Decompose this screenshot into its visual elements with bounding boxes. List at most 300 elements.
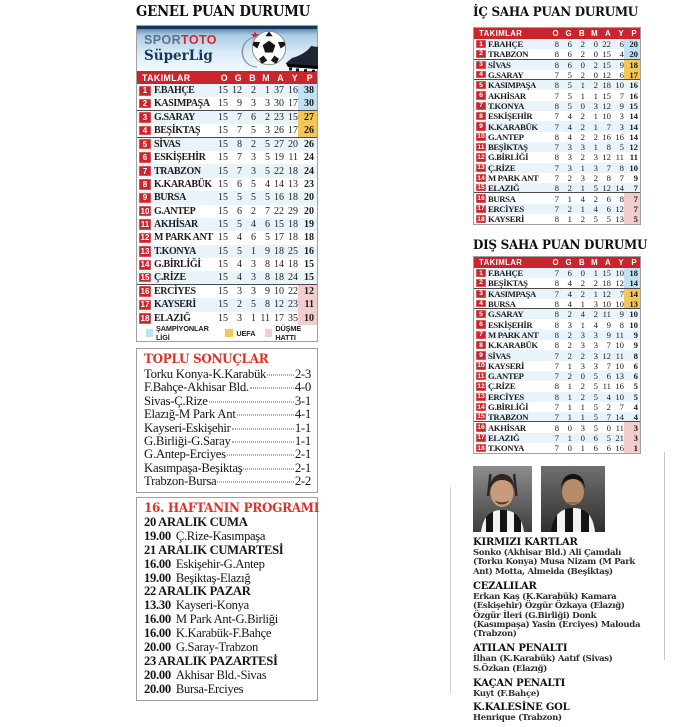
stat-y: 35 (288, 312, 298, 324)
team-name: TRABZON (154, 165, 201, 177)
column-header-m: M (591, 29, 598, 38)
stat-g: 1 (567, 402, 572, 412)
stat-m: 1 (593, 142, 598, 153)
stat-o: 8 (554, 80, 559, 91)
stat-g: 4 (567, 111, 572, 122)
stat-m: 8 (265, 272, 270, 284)
stat-g: 5 (237, 192, 242, 204)
stat-y: 14 (615, 411, 624, 422)
points-value: 10 (629, 309, 638, 320)
stat-g: 6 (567, 59, 572, 70)
rank-badge: 2 (476, 50, 486, 57)
result-match: Elazığ-M Park Ant (144, 407, 236, 422)
stat-g: 5 (237, 245, 242, 257)
stat-b: 0 (580, 100, 585, 111)
note-title: K.KALESİNE GOL (473, 702, 570, 714)
result-row (144, 421, 311, 434)
stat-b: 1 (580, 203, 585, 214)
stat-a: 37 (274, 85, 284, 97)
stat-a: 15 (602, 90, 611, 101)
stat-m: 6 (593, 443, 598, 454)
stat-b: 2 (580, 391, 585, 402)
stat-g: 12 (232, 85, 242, 97)
stat-m: 2 (593, 80, 598, 91)
match-teams: Ç.Rize-Kasımpaşa (175, 528, 266, 543)
stat-a: 6 (606, 443, 611, 454)
note-text: Erkan Kaş (K.Karabük) Kamara (Eskişehir) Özgür Özkaya (Elazığ) Özgür İleri (G.Birliği) Donk (Kasımpaşa) Yasin (Erciyes) Malouda (Trabzon) (473, 591, 641, 640)
stat-y: 10 (615, 391, 624, 402)
rank-badge: 14 (477, 403, 485, 411)
stat-g: 1 (567, 381, 572, 392)
points-value: 15 (304, 272, 314, 284)
stat-m: 4 (593, 319, 598, 330)
rank-badge: 7 (476, 331, 486, 339)
stat-b: 2 (580, 121, 585, 132)
points-value: 4 (633, 402, 638, 412)
rank-badge: 16 (477, 195, 485, 203)
stat-a: 15 (602, 268, 611, 279)
rank-badge: 9 (139, 193, 151, 203)
general-standings-title: GENEL PUAN DURUMU (136, 3, 311, 20)
sportoto-superlig-logo (137, 26, 317, 71)
dotted-leader (227, 455, 294, 456)
team-name: T.KONYA (488, 443, 525, 454)
rank-badge: 10 (140, 206, 150, 216)
stat-a: 8 (606, 173, 611, 183)
stat-y: 16 (615, 131, 624, 142)
stat-a: 15 (274, 219, 284, 231)
stat-b: 6 (251, 111, 256, 123)
stat-o: 8 (554, 152, 559, 163)
rank-badge: 4 (139, 126, 151, 135)
stat-a: 5 (606, 432, 611, 443)
stat-o: 8 (554, 214, 559, 225)
stat-y: 10 (615, 298, 624, 309)
stat-y: 11 (288, 152, 298, 164)
points-value: 15 (629, 100, 638, 111)
points-value: 3 (624, 433, 640, 443)
program-day: 23 ARALIK PAZARTESİ (144, 653, 278, 668)
logo-league-name: SüperLig (144, 47, 213, 64)
stat-a: 7 (606, 411, 611, 422)
rank-badge: 17 (477, 434, 485, 442)
column-divider-mid (450, 487, 451, 693)
table-row (474, 60, 640, 70)
table-row (137, 231, 317, 244)
result-score: 2-1 (294, 447, 311, 462)
team-name: G.ANTEP (488, 371, 524, 382)
stat-b: 5 (251, 192, 256, 204)
table-row (474, 49, 640, 59)
program-match (144, 599, 311, 613)
stat-o: 7 (554, 162, 559, 173)
program-match (144, 571, 311, 585)
dotted-leader (232, 428, 294, 429)
result-match: F.Bahçe-Akhisar Bld. (144, 380, 249, 395)
table-row (474, 163, 640, 173)
result-row (144, 434, 311, 447)
match-time: 20.00 (144, 667, 171, 682)
stat-m: 4 (265, 178, 270, 190)
column-header-g: G (565, 258, 572, 267)
stat-b: 4 (580, 193, 585, 204)
table-row (137, 218, 317, 231)
stat-o: 15 (218, 312, 228, 324)
stat-a: 26 (274, 124, 284, 136)
stat-y: 10 (615, 268, 624, 279)
table-row (474, 39, 640, 49)
stat-m: 5 (593, 391, 598, 402)
points-value: 14 (629, 111, 638, 122)
stat-b: 3 (580, 173, 585, 183)
stat-a: 22 (602, 39, 611, 50)
stat-o: 8 (554, 422, 559, 433)
result-row (144, 461, 311, 474)
stat-g: 6 (567, 39, 572, 50)
result-row (144, 367, 311, 380)
stat-o: 7 (554, 173, 559, 183)
stat-a: 23 (274, 111, 284, 123)
stat-m: 3 (265, 98, 270, 110)
note-title: KAÇAN PENALTI (473, 677, 566, 689)
stat-m: 0 (593, 69, 598, 80)
rank-badge: 14 (140, 260, 150, 270)
stat-o: 7 (554, 69, 559, 80)
rank-badge: 11 (477, 372, 485, 380)
dotted-leader (217, 482, 293, 483)
stat-g: 7 (237, 152, 242, 164)
stat-b: 3 (580, 142, 585, 153)
stat-y: 13 (288, 178, 298, 190)
points-value: 3 (624, 422, 640, 432)
stat-b: 2 (580, 381, 585, 392)
points-value: 14 (624, 278, 640, 287)
stat-a: 9 (606, 319, 611, 330)
stat-a: 7 (606, 340, 611, 351)
table-row (474, 350, 640, 360)
stat-b: 1 (580, 80, 585, 91)
stat-y: 8 (619, 162, 624, 173)
match-time: 20.00 (144, 640, 171, 655)
stat-g: 1 (567, 214, 572, 225)
rank-badge: 8 (476, 341, 486, 349)
result-match: Trabzon-Bursa (144, 474, 217, 489)
stat-a: 17 (274, 232, 284, 244)
match-teams: Beşiktaş-Elazığ (175, 570, 251, 585)
stat-y: 9 (619, 59, 624, 70)
stat-y: 6 (619, 69, 624, 80)
stat-o: 7 (554, 111, 559, 122)
stat-b: 0 (580, 59, 585, 70)
stat-o: 7 (554, 350, 559, 361)
stat-o: 8 (554, 48, 559, 59)
stat-o: 15 (218, 232, 228, 244)
rank-badge: 6 (476, 320, 486, 328)
stat-m: 1 (593, 288, 598, 299)
stat-m: 1 (593, 121, 598, 132)
dotted-leader (232, 441, 294, 442)
stat-m: 5 (593, 214, 598, 225)
rank-badge: 17 (140, 300, 150, 310)
stat-m: 3 (593, 329, 598, 340)
team-name: M PARK ANT (488, 173, 539, 183)
stat-a: 9 (606, 329, 611, 340)
stat-m: 1 (593, 268, 598, 279)
stat-b: 1 (580, 443, 585, 454)
table-row (474, 268, 640, 278)
legend-label: ŞAMPİYONLAR LİGİ (155, 324, 209, 343)
stat-o: 7 (554, 142, 559, 153)
table-row (474, 142, 640, 152)
stat-m: 3 (593, 100, 598, 111)
stat-g: 6 (237, 205, 242, 217)
rank-badge: 1 (476, 269, 486, 277)
stat-y: 11 (615, 152, 624, 163)
stat-y: 9 (619, 309, 624, 320)
rank-badge: 11 (477, 143, 485, 151)
rank-badge: 15 (477, 184, 485, 192)
result-score: 3-1 (294, 393, 311, 408)
team-name: KASIMPAŞA (488, 80, 536, 91)
stat-o: 15 (218, 111, 228, 123)
rank-badge: 7 (476, 102, 486, 110)
team-name: KAYSERİ (488, 214, 524, 225)
stat-g: 4 (237, 259, 242, 271)
points-value: 9 (633, 173, 638, 183)
table-row (474, 214, 640, 224)
table-row (474, 278, 640, 288)
team-name: G.ANTEP (154, 205, 196, 217)
stat-o: 8 (554, 309, 559, 320)
program-match (144, 557, 311, 571)
points-value: 13 (624, 299, 640, 308)
rank-badge: 4 (476, 71, 486, 78)
stat-b: 1 (251, 245, 256, 257)
legend-label: DÜŞME HATTI (275, 324, 302, 343)
column-header-a: A (277, 72, 284, 83)
stat-m: 3 (593, 360, 598, 371)
table-row (137, 111, 317, 124)
team-name: ERCİYES (488, 391, 524, 402)
result-score: 4-0 (294, 380, 311, 395)
column-header-a: A (604, 258, 611, 267)
rank-badge: 5 (476, 81, 486, 89)
stat-g: 4 (237, 272, 242, 284)
rank-badge: 8 (139, 179, 151, 189)
stat-m: 8 (265, 299, 270, 311)
stat-a: 10 (602, 298, 611, 309)
program-list (144, 516, 311, 697)
match-teams: G.Saray-Trabzon (175, 640, 258, 655)
stat-a: 10 (274, 286, 284, 298)
team-name: G.SARAY (154, 111, 196, 123)
rank-badge: 8 (476, 112, 486, 120)
team-name: KAYSERİ (154, 299, 196, 311)
stat-b: 2 (580, 277, 585, 288)
team-name: M PARK ANT (154, 232, 213, 244)
points-value: 7 (624, 204, 640, 214)
stat-g: 1 (567, 391, 572, 402)
stat-m: 3 (593, 340, 598, 351)
stat-o: 8 (554, 381, 559, 392)
note-block (473, 537, 641, 577)
stat-b: 2 (580, 214, 585, 225)
points-value: 6 (633, 360, 638, 371)
points-value: 16 (304, 245, 314, 257)
program-title: 16. HAFTANIN PROGRAMI (144, 500, 320, 516)
dotted-leader (243, 468, 293, 469)
stat-o: 15 (218, 138, 228, 150)
stat-b: 2 (580, 350, 585, 361)
stat-o: 8 (554, 39, 559, 50)
stat-m: 5 (593, 402, 598, 412)
table-row (474, 319, 640, 329)
team-name: ERCİYES (488, 203, 524, 214)
table-row (474, 204, 640, 214)
stat-b: 5 (251, 299, 256, 311)
program-match (144, 529, 311, 543)
stat-g: 2 (567, 340, 572, 351)
rank-badge: 1 (139, 86, 151, 96)
stat-m: 2 (593, 309, 598, 320)
rank-badge: 16 (477, 424, 485, 432)
stat-y: 21 (615, 432, 624, 443)
result-score: 1-1 (294, 433, 311, 448)
stat-y: 17 (288, 124, 298, 136)
stat-m: 6 (265, 219, 270, 231)
stat-y: 18 (288, 165, 298, 177)
player-photo-left (473, 466, 532, 532)
stat-b: 2 (580, 131, 585, 142)
stat-a: 18 (602, 277, 611, 288)
stat-y: 7 (619, 173, 624, 183)
table-row (474, 371, 640, 381)
table-row (474, 433, 640, 443)
stat-g: 1 (567, 360, 572, 371)
table-row (474, 80, 640, 90)
stat-b: 6 (251, 232, 256, 244)
rank-badge: 12 (477, 382, 485, 390)
match-time: 19.00 (144, 528, 171, 543)
stat-g: 6 (567, 268, 572, 279)
stat-o: 7 (554, 121, 559, 132)
team-name: F.BAHÇE (488, 268, 523, 279)
stat-o: 7 (554, 288, 559, 299)
column-header-takimlar: TAKIMLAR (142, 72, 191, 83)
dotted-leader (237, 415, 294, 416)
stat-b: 0 (580, 432, 585, 443)
stat-m: 8 (265, 259, 270, 271)
stat-g: 2 (567, 203, 572, 214)
stat-m: 5 (265, 192, 270, 204)
stat-g: 3 (567, 142, 572, 153)
result-row (144, 394, 311, 407)
stat-a: 12 (602, 100, 611, 111)
team-name: T.KONYA (154, 245, 196, 257)
result-match: G.Antep-Erciyes (144, 447, 226, 462)
table-row (474, 183, 640, 193)
stat-b: 2 (251, 85, 256, 97)
points-value: 15 (304, 259, 314, 271)
stat-a: 18 (602, 80, 611, 91)
stat-a: 12 (602, 288, 611, 299)
points-value: 14 (624, 289, 640, 299)
points-value: 10 (629, 162, 638, 173)
team-name: ESKİŞEHİR (154, 152, 206, 164)
stat-b: 3 (580, 360, 585, 371)
stat-o: 7 (554, 371, 559, 382)
rank-badge: 6 (476, 91, 486, 99)
stat-g: 3 (567, 319, 572, 330)
stat-m: 5 (265, 152, 270, 164)
table-row (474, 402, 640, 412)
table-row (137, 258, 317, 271)
stat-a: 18 (274, 272, 284, 284)
team-name: G.SARAY (488, 69, 524, 80)
stat-a: 6 (606, 203, 611, 214)
rank-badge: 3 (476, 290, 486, 298)
points-value: 8 (633, 350, 638, 361)
stat-m: 5 (593, 182, 598, 193)
rank-badge: 9 (476, 351, 486, 359)
stat-y: 13 (615, 371, 624, 382)
stat-m: 5 (265, 138, 270, 150)
stat-m: 11 (260, 312, 270, 324)
stat-g: 6 (237, 178, 242, 190)
left-column (136, 0, 318, 701)
stat-o: 15 (218, 178, 228, 190)
note-text: İlhan (K.Karabük) Aatıf (Sivas) S.Özkan (Elazığ) (473, 654, 613, 674)
column-header-o: O (552, 258, 559, 267)
stat-g: 4 (567, 277, 572, 288)
stat-m: 0 (593, 39, 598, 50)
team-name: BURSA (488, 193, 516, 204)
stat-b: 1 (580, 319, 585, 330)
stat-m: 3 (265, 124, 270, 136)
stat-o: 7 (554, 360, 559, 371)
stat-o: 15 (218, 152, 228, 164)
table-row (137, 151, 317, 164)
stat-g: 5 (567, 69, 572, 80)
stat-b: 2 (580, 48, 585, 59)
home-standings-title: İÇ SAHA PUAN DURUMU (473, 5, 638, 20)
match-time: 20.00 (144, 681, 171, 696)
stat-b: 0 (580, 268, 585, 279)
away-standings-box (473, 256, 641, 454)
program-day: 21 ARALIK CUMARTESİ (144, 542, 284, 557)
stat-y: 4 (619, 48, 624, 59)
stat-y: 10 (615, 340, 624, 351)
player-photo-right (541, 466, 605, 532)
stat-y: 20 (288, 138, 298, 150)
table-row (137, 84, 317, 97)
stat-g: 1 (567, 432, 572, 443)
stat-o: 15 (218, 192, 228, 204)
stat-m: 9 (265, 286, 270, 298)
stat-o: 15 (218, 272, 228, 284)
points-value: 30 (298, 97, 317, 109)
stat-y: 24 (288, 272, 298, 284)
stat-y: 11 (615, 329, 624, 340)
points-value: 14 (629, 121, 638, 132)
stat-b: 3 (580, 340, 585, 351)
match-time: 13.30 (144, 598, 171, 613)
program-day: 20 ARALIK CUMA (144, 515, 248, 529)
logo-text (144, 34, 217, 63)
points-value: 12 (629, 142, 638, 153)
stat-m: 2 (593, 277, 598, 288)
stat-a: 7 (606, 162, 611, 173)
